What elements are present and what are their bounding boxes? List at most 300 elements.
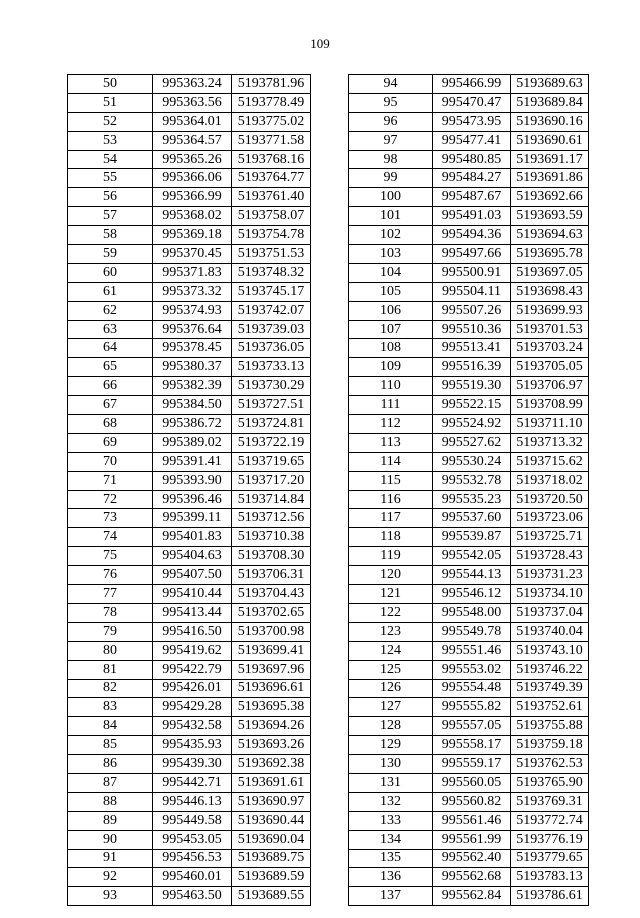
- y-coordinate-cell: 5193694.63: [511, 226, 589, 245]
- table-row: [349, 622, 589, 641]
- table-row: [349, 112, 589, 131]
- table-row: [349, 415, 589, 434]
- x-coordinate-cell: 995544.13: [433, 566, 511, 585]
- table-row: [68, 585, 311, 604]
- x-coordinate-cell: 995384.50: [153, 396, 232, 415]
- x-coordinate-cell: 995382.39: [153, 377, 232, 396]
- x-coordinate-cell: 995370.45: [153, 245, 232, 264]
- table-row: [349, 169, 589, 188]
- y-coordinate-cell: 5193689.59: [232, 868, 311, 887]
- point-number-cell: 102: [349, 226, 433, 245]
- table-row: [349, 396, 589, 415]
- y-coordinate-cell: 5193689.75: [232, 849, 311, 868]
- x-coordinate-cell: 995407.50: [153, 566, 232, 585]
- y-coordinate-cell: 5193786.61: [511, 887, 589, 906]
- y-coordinate-cell: 5193755.88: [511, 717, 589, 736]
- point-number-cell: 77: [68, 585, 153, 604]
- x-coordinate-cell: 995562.40: [433, 849, 511, 868]
- point-number-cell: 128: [349, 717, 433, 736]
- x-coordinate-cell: 995439.30: [153, 755, 232, 774]
- point-number-cell: 113: [349, 433, 433, 452]
- point-number-cell: 100: [349, 188, 433, 207]
- y-coordinate-cell: 5193772.74: [511, 811, 589, 830]
- x-coordinate-cell: 995364.01: [153, 112, 232, 131]
- point-number-cell: 92: [68, 868, 153, 887]
- x-coordinate-cell: 995413.44: [153, 603, 232, 622]
- x-coordinate-cell: 995389.02: [153, 433, 232, 452]
- coordinates-table-left: [67, 74, 311, 906]
- point-number-cell: 133: [349, 811, 433, 830]
- y-coordinate-cell: 5193779.65: [511, 849, 589, 868]
- x-coordinate-cell: 995396.46: [153, 490, 232, 509]
- point-number-cell: 63: [68, 320, 153, 339]
- x-coordinate-cell: 995480.85: [433, 150, 511, 169]
- table-row: [68, 490, 311, 509]
- point-number-cell: 124: [349, 641, 433, 660]
- y-coordinate-cell: 5193690.16: [511, 112, 589, 131]
- x-coordinate-cell: 995432.58: [153, 717, 232, 736]
- table-row: [68, 736, 311, 755]
- point-number-cell: 110: [349, 377, 433, 396]
- x-coordinate-cell: 995548.00: [433, 603, 511, 622]
- x-coordinate-cell: 995558.17: [433, 736, 511, 755]
- y-coordinate-cell: 5193711.10: [511, 415, 589, 434]
- table-row: [349, 528, 589, 547]
- x-coordinate-cell: 995404.63: [153, 547, 232, 566]
- table-row: [68, 433, 311, 452]
- y-coordinate-cell: 5193765.90: [511, 773, 589, 792]
- x-coordinate-cell: 995363.24: [153, 75, 232, 94]
- x-coordinate-cell: 995363.56: [153, 93, 232, 112]
- x-coordinate-cell: 995466.99: [433, 75, 511, 94]
- point-number-cell: 96: [349, 112, 433, 131]
- x-coordinate-cell: 995477.41: [433, 131, 511, 150]
- table-row: [349, 660, 589, 679]
- y-coordinate-cell: 5193715.62: [511, 452, 589, 471]
- y-coordinate-cell: 5193703.24: [511, 339, 589, 358]
- x-coordinate-cell: 995559.17: [433, 755, 511, 774]
- y-coordinate-cell: 5193742.07: [232, 301, 311, 320]
- table-row: [68, 396, 311, 415]
- table-row: [349, 585, 589, 604]
- y-coordinate-cell: 5193730.29: [232, 377, 311, 396]
- point-number-cell: 89: [68, 811, 153, 830]
- x-coordinate-cell: 995401.83: [153, 528, 232, 547]
- point-number-cell: 83: [68, 698, 153, 717]
- point-number-cell: 52: [68, 112, 153, 131]
- y-coordinate-cell: 5193691.61: [232, 773, 311, 792]
- table-row: [68, 603, 311, 622]
- table-row: [68, 188, 311, 207]
- point-number-cell: 67: [68, 396, 153, 415]
- point-number-cell: 95: [349, 93, 433, 112]
- table-row: [349, 773, 589, 792]
- point-number-cell: 99: [349, 169, 433, 188]
- x-coordinate-cell: 995532.78: [433, 471, 511, 490]
- x-coordinate-cell: 995416.50: [153, 622, 232, 641]
- x-coordinate-cell: 995426.01: [153, 679, 232, 698]
- x-coordinate-cell: 995553.02: [433, 660, 511, 679]
- y-coordinate-cell: 5193746.22: [511, 660, 589, 679]
- point-number-cell: 65: [68, 358, 153, 377]
- x-coordinate-cell: 995460.01: [153, 868, 232, 887]
- y-coordinate-cell: 5193743.10: [511, 641, 589, 660]
- x-coordinate-cell: 995537.60: [433, 509, 511, 528]
- y-coordinate-cell: 5193693.26: [232, 736, 311, 755]
- point-number-cell: 122: [349, 603, 433, 622]
- point-number-cell: 91: [68, 849, 153, 868]
- point-number-cell: 50: [68, 75, 153, 94]
- y-coordinate-cell: 5193690.61: [511, 131, 589, 150]
- table-row: [68, 509, 311, 528]
- x-coordinate-cell: 995500.91: [433, 263, 511, 282]
- x-coordinate-cell: 995562.68: [433, 868, 511, 887]
- x-coordinate-cell: 995368.02: [153, 207, 232, 226]
- y-coordinate-cell: 5193768.16: [232, 150, 311, 169]
- x-coordinate-cell: 995399.11: [153, 509, 232, 528]
- point-number-cell: 130: [349, 755, 433, 774]
- y-coordinate-cell: 5193690.44: [232, 811, 311, 830]
- point-number-cell: 114: [349, 452, 433, 471]
- y-coordinate-cell: 5193751.53: [232, 245, 311, 264]
- point-number-cell: 134: [349, 830, 433, 849]
- table-row: [68, 301, 311, 320]
- x-coordinate-cell: 995470.47: [433, 93, 511, 112]
- y-coordinate-cell: 5193695.38: [232, 698, 311, 717]
- point-number-cell: 64: [68, 339, 153, 358]
- point-number-cell: 80: [68, 641, 153, 660]
- y-coordinate-cell: 5193717.20: [232, 471, 311, 490]
- x-coordinate-cell: 995473.95: [433, 112, 511, 131]
- point-number-cell: 88: [68, 792, 153, 811]
- point-number-cell: 135: [349, 849, 433, 868]
- point-number-cell: 120: [349, 566, 433, 585]
- x-coordinate-cell: 995562.84: [433, 887, 511, 906]
- table-row: [349, 377, 589, 396]
- point-number-cell: 118: [349, 528, 433, 547]
- point-number-cell: 84: [68, 717, 153, 736]
- point-number-cell: 121: [349, 585, 433, 604]
- y-coordinate-cell: 5193727.51: [232, 396, 311, 415]
- table-row: [349, 452, 589, 471]
- point-number-cell: 70: [68, 452, 153, 471]
- y-coordinate-cell: 5193728.43: [511, 547, 589, 566]
- table-row: [349, 849, 589, 868]
- table-row: [349, 698, 589, 717]
- point-number-cell: 97: [349, 131, 433, 150]
- x-coordinate-cell: 995364.57: [153, 131, 232, 150]
- y-coordinate-cell: 5193762.53: [511, 755, 589, 774]
- x-coordinate-cell: 995453.05: [153, 830, 232, 849]
- table-row: [68, 320, 311, 339]
- point-number-cell: 93: [68, 887, 153, 906]
- x-coordinate-cell: 995442.71: [153, 773, 232, 792]
- point-number-cell: 136: [349, 868, 433, 887]
- y-coordinate-cell: 5193724.81: [232, 415, 311, 434]
- point-number-cell: 58: [68, 226, 153, 245]
- y-coordinate-cell: 5193771.58: [232, 131, 311, 150]
- x-coordinate-cell: 995546.12: [433, 585, 511, 604]
- point-number-cell: 61: [68, 282, 153, 301]
- point-number-cell: 119: [349, 547, 433, 566]
- table-row: [68, 245, 311, 264]
- x-coordinate-cell: 995560.82: [433, 792, 511, 811]
- point-number-cell: 60: [68, 263, 153, 282]
- y-coordinate-cell: 5193691.86: [511, 169, 589, 188]
- point-number-cell: 105: [349, 282, 433, 301]
- x-coordinate-cell: 995446.13: [153, 792, 232, 811]
- table-row: [349, 471, 589, 490]
- point-number-cell: 55: [68, 169, 153, 188]
- x-coordinate-cell: 995561.99: [433, 830, 511, 849]
- y-coordinate-cell: 5193761.40: [232, 188, 311, 207]
- table-row: [349, 566, 589, 585]
- y-coordinate-cell: 5193764.77: [232, 169, 311, 188]
- y-coordinate-cell: 5193706.97: [511, 377, 589, 396]
- y-coordinate-cell: 5193758.07: [232, 207, 311, 226]
- table-row: [68, 547, 311, 566]
- y-coordinate-cell: 5193776.19: [511, 830, 589, 849]
- point-number-cell: 101: [349, 207, 433, 226]
- y-coordinate-cell: 5193723.06: [511, 509, 589, 528]
- point-number-cell: 78: [68, 603, 153, 622]
- table-row: [349, 792, 589, 811]
- x-coordinate-cell: 995463.50: [153, 887, 232, 906]
- table-row: [349, 75, 589, 94]
- y-coordinate-cell: 5193708.30: [232, 547, 311, 566]
- y-coordinate-cell: 5193692.38: [232, 755, 311, 774]
- coordinates-table-right: [348, 74, 589, 906]
- table-row: [349, 603, 589, 622]
- table-row: [68, 679, 311, 698]
- x-coordinate-cell: 995535.23: [433, 490, 511, 509]
- point-number-cell: 54: [68, 150, 153, 169]
- point-number-cell: 51: [68, 93, 153, 112]
- x-coordinate-cell: 995560.05: [433, 773, 511, 792]
- table-row: [68, 717, 311, 736]
- table-row: [68, 131, 311, 150]
- table-row: [349, 207, 589, 226]
- x-coordinate-cell: 995435.93: [153, 736, 232, 755]
- point-number-cell: 56: [68, 188, 153, 207]
- table-row: [68, 830, 311, 849]
- table-row: [349, 868, 589, 887]
- table-row: [68, 868, 311, 887]
- point-number-cell: 107: [349, 320, 433, 339]
- x-coordinate-cell: 995555.82: [433, 698, 511, 717]
- point-number-cell: 129: [349, 736, 433, 755]
- y-coordinate-cell: 5193689.84: [511, 93, 589, 112]
- table-row: [349, 320, 589, 339]
- point-number-cell: 109: [349, 358, 433, 377]
- table-row: [68, 811, 311, 830]
- x-coordinate-cell: 995494.36: [433, 226, 511, 245]
- y-coordinate-cell: 5193740.04: [511, 622, 589, 641]
- y-coordinate-cell: 5193734.10: [511, 585, 589, 604]
- table-row: [349, 188, 589, 207]
- x-coordinate-cell: 995410.44: [153, 585, 232, 604]
- point-number-cell: 71: [68, 471, 153, 490]
- table-row: [349, 150, 589, 169]
- x-coordinate-cell: 995497.66: [433, 245, 511, 264]
- table-row: [68, 93, 311, 112]
- table-row: [349, 131, 589, 150]
- y-coordinate-cell: 5193736.05: [232, 339, 311, 358]
- x-coordinate-cell: 995484.27: [433, 169, 511, 188]
- table-row: [68, 75, 311, 94]
- table-row: [68, 698, 311, 717]
- point-number-cell: 79: [68, 622, 153, 641]
- y-coordinate-cell: 5193692.66: [511, 188, 589, 207]
- table-row: [349, 755, 589, 774]
- y-coordinate-cell: 5193690.97: [232, 792, 311, 811]
- x-coordinate-cell: 995391.41: [153, 452, 232, 471]
- table-row: [68, 641, 311, 660]
- x-coordinate-cell: 995527.62: [433, 433, 511, 452]
- y-coordinate-cell: 5193690.04: [232, 830, 311, 849]
- point-number-cell: 90: [68, 830, 153, 849]
- table-row: [68, 792, 311, 811]
- point-number-cell: 106: [349, 301, 433, 320]
- x-coordinate-cell: 995374.93: [153, 301, 232, 320]
- point-number-cell: 87: [68, 773, 153, 792]
- point-number-cell: 116: [349, 490, 433, 509]
- x-coordinate-cell: 995510.36: [433, 320, 511, 339]
- point-number-cell: 127: [349, 698, 433, 717]
- table-row: [349, 830, 589, 849]
- y-coordinate-cell: 5193689.55: [232, 887, 311, 906]
- y-coordinate-cell: 5193712.56: [232, 509, 311, 528]
- y-coordinate-cell: 5193706.31: [232, 566, 311, 585]
- point-number-cell: 125: [349, 660, 433, 679]
- x-coordinate-cell: 995373.32: [153, 282, 232, 301]
- table-row: [68, 377, 311, 396]
- x-coordinate-cell: 995380.37: [153, 358, 232, 377]
- y-coordinate-cell: 5193710.38: [232, 528, 311, 547]
- point-number-cell: 53: [68, 131, 153, 150]
- x-coordinate-cell: 995371.83: [153, 263, 232, 282]
- point-number-cell: 112: [349, 415, 433, 434]
- x-coordinate-cell: 995376.64: [153, 320, 232, 339]
- y-coordinate-cell: 5193708.99: [511, 396, 589, 415]
- y-coordinate-cell: 5193739.03: [232, 320, 311, 339]
- y-coordinate-cell: 5193697.05: [511, 263, 589, 282]
- y-coordinate-cell: 5193701.53: [511, 320, 589, 339]
- x-coordinate-cell: 995369.18: [153, 226, 232, 245]
- x-coordinate-cell: 995549.78: [433, 622, 511, 641]
- x-coordinate-cell: 995516.39: [433, 358, 511, 377]
- table-row: [349, 93, 589, 112]
- point-number-cell: 131: [349, 773, 433, 792]
- y-coordinate-cell: 5193695.78: [511, 245, 589, 264]
- table-row: [349, 887, 589, 906]
- table-row: [349, 263, 589, 282]
- point-number-cell: 82: [68, 679, 153, 698]
- table-row: [349, 641, 589, 660]
- table-row: [68, 849, 311, 868]
- table-row: [349, 282, 589, 301]
- y-coordinate-cell: 5193691.17: [511, 150, 589, 169]
- x-coordinate-cell: 995429.28: [153, 698, 232, 717]
- table-row: [349, 679, 589, 698]
- point-number-cell: 94: [349, 75, 433, 94]
- y-coordinate-cell: 5193693.59: [511, 207, 589, 226]
- table-row: [68, 566, 311, 585]
- point-number-cell: 76: [68, 566, 153, 585]
- y-coordinate-cell: 5193769.31: [511, 792, 589, 811]
- x-coordinate-cell: 995366.99: [153, 188, 232, 207]
- x-coordinate-cell: 995378.45: [153, 339, 232, 358]
- x-coordinate-cell: 995561.46: [433, 811, 511, 830]
- table-row: [68, 415, 311, 434]
- y-coordinate-cell: 5193720.50: [511, 490, 589, 509]
- point-number-cell: 117: [349, 509, 433, 528]
- point-number-cell: 72: [68, 490, 153, 509]
- table-row: [68, 226, 311, 245]
- y-coordinate-cell: 5193752.61: [511, 698, 589, 717]
- point-number-cell: 81: [68, 660, 153, 679]
- y-coordinate-cell: 5193705.05: [511, 358, 589, 377]
- x-coordinate-cell: 995524.92: [433, 415, 511, 434]
- y-coordinate-cell: 5193694.26: [232, 717, 311, 736]
- y-coordinate-cell: 5193783.13: [511, 868, 589, 887]
- x-coordinate-cell: 995557.05: [433, 717, 511, 736]
- table-row: [349, 339, 589, 358]
- x-coordinate-cell: 995393.90: [153, 471, 232, 490]
- y-coordinate-cell: 5193754.78: [232, 226, 311, 245]
- y-coordinate-cell: 5193697.96: [232, 660, 311, 679]
- point-number-cell: 69: [68, 433, 153, 452]
- y-coordinate-cell: 5193718.02: [511, 471, 589, 490]
- x-coordinate-cell: 995487.67: [433, 188, 511, 207]
- y-coordinate-cell: 5193714.84: [232, 490, 311, 509]
- point-number-cell: 86: [68, 755, 153, 774]
- table-row: [68, 263, 311, 282]
- y-coordinate-cell: 5193781.96: [232, 75, 311, 94]
- y-coordinate-cell: 5193759.18: [511, 736, 589, 755]
- table-row: [68, 471, 311, 490]
- x-coordinate-cell: 995422.79: [153, 660, 232, 679]
- x-coordinate-cell: 995519.30: [433, 377, 511, 396]
- point-number-cell: 73: [68, 509, 153, 528]
- point-number-cell: 85: [68, 736, 153, 755]
- y-coordinate-cell: 5193749.39: [511, 679, 589, 698]
- y-coordinate-cell: 5193699.93: [511, 301, 589, 320]
- table-row: [349, 547, 589, 566]
- table-row: [68, 207, 311, 226]
- table-row: [68, 339, 311, 358]
- x-coordinate-cell: 995456.53: [153, 849, 232, 868]
- table-row: [68, 622, 311, 641]
- y-coordinate-cell: 5193704.43: [232, 585, 311, 604]
- table-row: [68, 169, 311, 188]
- y-coordinate-cell: 5193713.32: [511, 433, 589, 452]
- x-coordinate-cell: 995386.72: [153, 415, 232, 434]
- y-coordinate-cell: 5193725.71: [511, 528, 589, 547]
- y-coordinate-cell: 5193733.13: [232, 358, 311, 377]
- x-coordinate-cell: 995419.62: [153, 641, 232, 660]
- x-coordinate-cell: 995366.06: [153, 169, 232, 188]
- point-number-cell: 132: [349, 792, 433, 811]
- y-coordinate-cell: 5193731.23: [511, 566, 589, 585]
- table-row: [349, 358, 589, 377]
- y-coordinate-cell: 5193699.41: [232, 641, 311, 660]
- x-coordinate-cell: 995491.03: [433, 207, 511, 226]
- point-number-cell: 75: [68, 547, 153, 566]
- point-number-cell: 104: [349, 263, 433, 282]
- y-coordinate-cell: 5193698.43: [511, 282, 589, 301]
- table-row: [349, 736, 589, 755]
